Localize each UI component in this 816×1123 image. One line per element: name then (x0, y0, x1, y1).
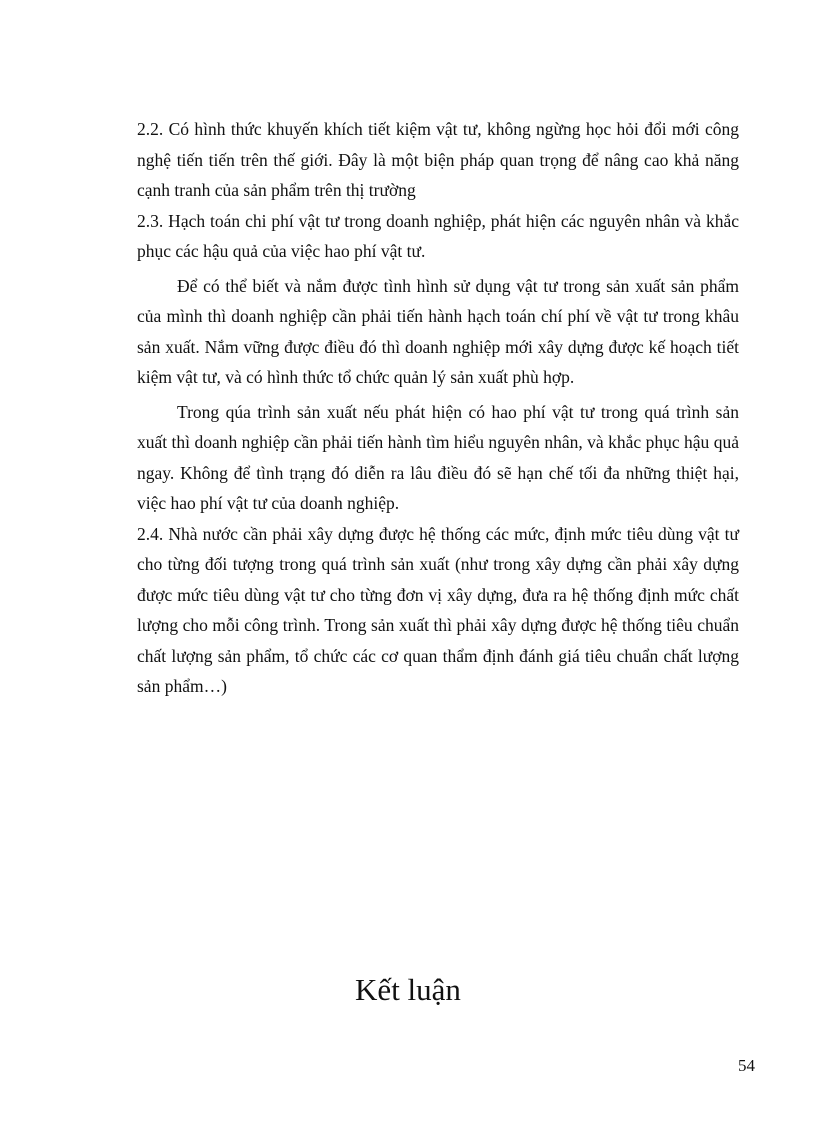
body-text (137, 114, 739, 702)
paragraph-2-2: 2.2. Có hình thức khuyến khích tiết kiệm vật tư, không ngừng học hỏi đổi mới công nghệ tiến tiến trên thế giới. Đây là một biện pháp quan trọng để nâng cao khả năng cạnh tranh của sản phẩm trên thị trường (137, 119, 739, 200)
paragraph-waste-detection: Trong qúa trình sản xuất nếu phát hiện có hao phí vật tư trong quá trình sản xuất thì doanh nghiệp cần phải tiến hành tìm hiểu nguyên nhân, và khắc phục hậu quả ngay. Không để tình trạng đó diễn ra lâu điều đó sẽ hạn chế tối đa những thiệt hại, việc hao phí vật tư của doanh nghiệp. (137, 401, 739, 513)
paragraph-accounting: Để có thể biết và nắm được tình hình sử dụng vật tư trong sản xuất sản phẩm của mình thì doanh nghiệp cần phải tiến hành hạch toán chí phí về vật tư trong khâu sản xuất. Nắm vững được điều đó thì doanh nghiệp mới xây dựng được kế hoạch tiết kiệm vật tư, và có hình thức tổ chức quản lý sản xuất phù hợp. (137, 275, 739, 387)
paragraph-2-4: 2.4. Nhà nước cần phải xây dựng được hệ thống các mức, định mức tiêu dùng vật tư cho từng đối tượng trong quá trình sản xuất (như trong xây dựng cần phải xây dựng được mức tiêu dùng vật tư cho từng đơn vị xây dựng, đưa ra hệ thống định mức chất lượng cho mỗi công trình. Trong sản xuất thì phải xây dựng được hệ thống tiêu chuẩn chất lượng sản phẩm, tổ chức các cơ quan thẩm định đánh giá tiêu chuẩn chất lượng sản phẩm…) (137, 523, 739, 696)
page-number: 54 (738, 1056, 755, 1075)
conclusion-heading: Kết luận (355, 972, 461, 1007)
paragraph-2-3: 2.3. Hạch toán chi phí vật tư trong doanh nghiệp, phát hiện các nguyên nhân và khắc phục các hậu quả của việc hao phí vật tư. (137, 210, 739, 261)
